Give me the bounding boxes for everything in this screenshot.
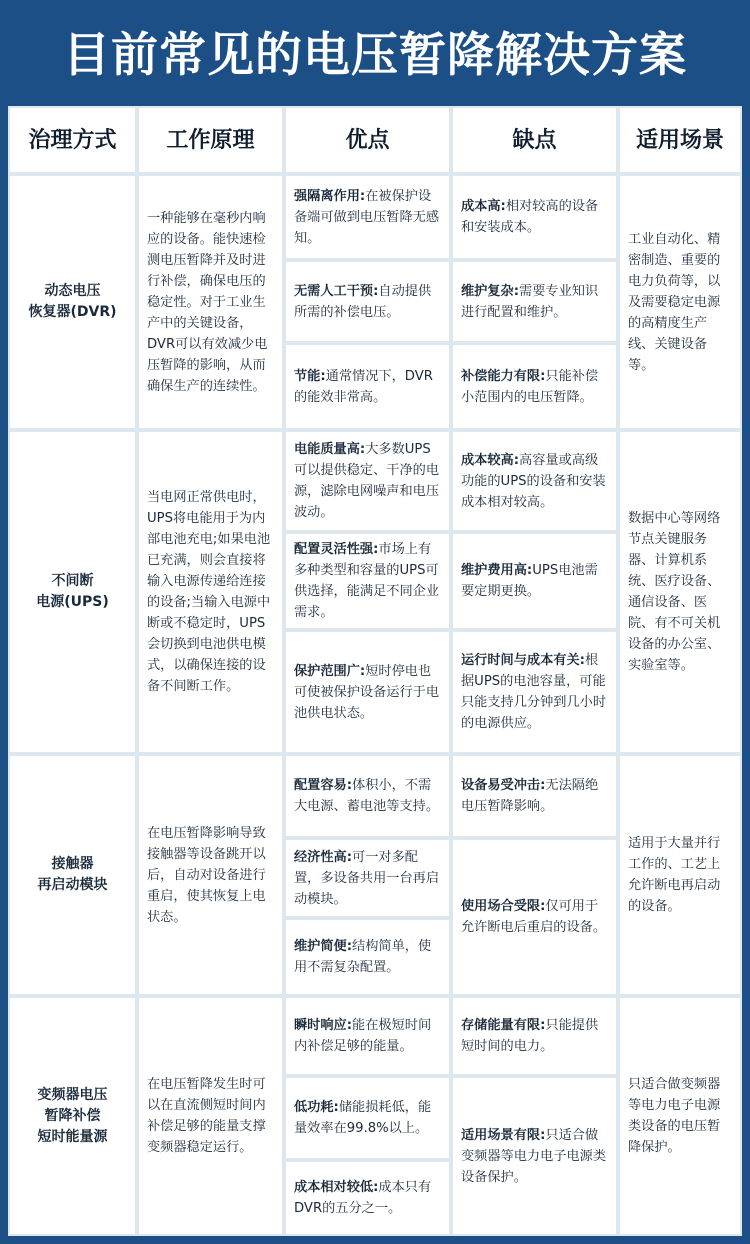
header-principle: 工作原理 <box>139 108 282 172</box>
con-item: 成本较高:高容量或高级功能的UPS的设备和安装成本相对较高。 <box>453 432 616 530</box>
method-cell: 动态电压 恢复器(DVR) <box>10 176 135 428</box>
pro-item: 配置灵活性强:市场上有多种类型和容量的UPS可供选择，能满足不同企业需求。 <box>286 534 449 628</box>
con-item: 成本高:相对较高的设备和安装成本。 <box>453 176 616 258</box>
method-cell: 接触器 再启动模块 <box>10 756 135 994</box>
header-pros: 优点 <box>286 108 449 172</box>
con-item: 补偿能力有限:只能补偿小范围内的电压暂降。 <box>453 345 616 428</box>
principle-cell: 一种能够在毫秒内响应的设备。能快速检测电压暂降并及时进行补偿，确保电压的稳定性。对于工业生产中的关键设备，DVR可以有效减少电压暂降的影响，从而确保生产的连续性。 <box>139 176 282 428</box>
scenario-cell: 工业自动化、精密制造、重要的电力负荷等，以及需要稳定电源的高精度生产线、关键设备等。 <box>620 176 740 428</box>
pro-item: 节能:通常情况下，DVR的能效非常高。 <box>286 345 449 428</box>
con-item: 维护费用高:UPS电池需要定期更换。 <box>453 534 616 628</box>
pro-item: 无需人工干预:自动提供所需的补偿电压。 <box>286 262 449 341</box>
pro-item: 配置容易:体积小，不需大电源、蓄电池等支持。 <box>286 756 449 836</box>
scenario-cell: 适用于大量并行工作的、工艺上允许断电再启动的设备。 <box>620 756 740 994</box>
infographic <box>8 8 742 1236</box>
principle-cell: 在电压暂降影响导致接触器等设备跳开以后，自动对设备进行重启，使其恢复上电状态。 <box>139 756 282 994</box>
page-title: 目前常见的电压暂降解决方案 <box>63 28 687 83</box>
principle-cell: 在电压暂降发生时可以在直流侧短时间内补偿足够的能量支撑变频器稳定运行。 <box>139 998 282 1234</box>
method-cell: 不间断 电源(UPS) <box>10 432 135 752</box>
principle-cell: 当电网正常供电时，UPS将电能用于为内部电池充电;如果电池已充满，则会直接将输入电源传递给连接的设备;当输入电源中断或不稳定时，UPS会切换到电池供电模式，以确保连接的设备不间断工作。 <box>139 432 282 752</box>
con-item: 适用场景有限:只适合做变频器等电力电子电源类设备保护。 <box>453 1078 616 1234</box>
solutions-table <box>8 106 742 1236</box>
header-method: 治理方式 <box>10 108 135 172</box>
pro-item: 电能质量高:大多数UPS可以提供稳定、干净的电源，滤除电网噪声和电压波动。 <box>286 432 449 530</box>
con-item: 设备易受冲击:无法隔绝电压暂降影响。 <box>453 756 616 836</box>
con-item: 维护复杂:需要专业知识进行配置和维护。 <box>453 262 616 341</box>
header-scenario: 适用场景 <box>620 108 740 172</box>
con-item: 存储能量有限:只能提供短时间的电力。 <box>453 998 616 1074</box>
con-item: 使用场合受限:仅可用于允许断电后重启的设备。 <box>453 840 616 994</box>
scenario-cell: 只适合做变频器等电力电子电源类设备的电压暂降保护。 <box>620 998 740 1234</box>
pro-item: 低功耗:储能损耗低，能量效率在99.8%以上。 <box>286 1078 449 1158</box>
con-item: 运行时间与成本有关:根据UPS的电池容量，可能只能支持几分钟到几小时的电源供应。 <box>453 632 616 752</box>
pro-item: 维护简便:结构简单，使用不需复杂配置。 <box>286 920 449 994</box>
pro-item: 保护范围广:短时停电也可使被保护设备运行于电池供电状态。 <box>286 632 449 752</box>
pro-item: 成本相对较低:成本只有DVR的五分之一。 <box>286 1162 449 1234</box>
pro-item: 经济性高:可一对多配置，多设备共用一台再启动模块。 <box>286 840 449 916</box>
scenario-cell: 数据中心等网络节点关键服务器、计算机系统、医疗设备、通信设备、医院、有不可关机设备的办公室、实验室等。 <box>620 432 740 752</box>
method-cell: 变频器电压 暂降补偿 短时能量源 <box>10 998 135 1234</box>
header-cons: 缺点 <box>453 108 616 172</box>
pro-item: 强隔离作用:在被保护设备端可做到电压暂降无感知。 <box>286 176 449 258</box>
pro-item: 瞬时响应:能在极短时间内补偿足够的能量。 <box>286 998 449 1074</box>
